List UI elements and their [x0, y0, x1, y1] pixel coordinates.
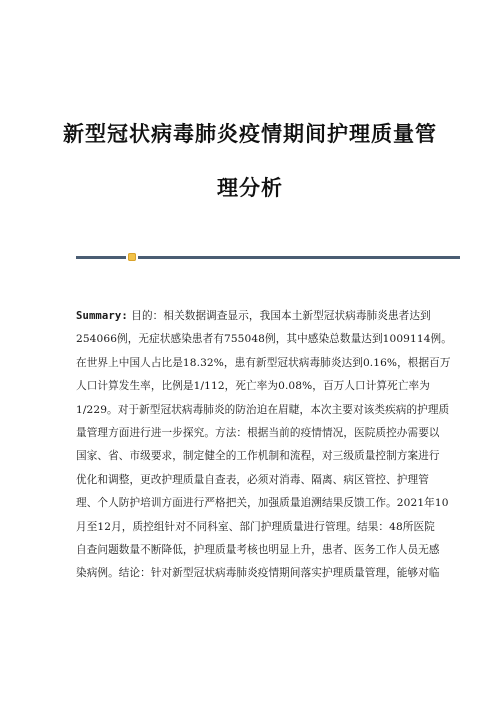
divider-bar-left	[76, 256, 126, 259]
summary-section	[76, 305, 466, 586]
summary-line: 量管理方面进行进一步探究。方法：根据当前的疫情情况，医院质控办需要以	[76, 426, 440, 439]
summary-line: 国家、省、市级要求，制定健全的工作机制和流程，对三级质量控制方案进行	[76, 450, 440, 463]
divider-ornament-icon	[128, 253, 136, 261]
title-divider	[76, 255, 460, 260]
document-title-line-1: 新型冠状病毒肺炎疫情期间护理质量管	[63, 121, 437, 146]
document-title-line-2: 理分析	[217, 175, 283, 200]
divider-bar-right	[138, 256, 460, 259]
summary-line: 月至12月，质控组针对不同科室、部门护理质量进行管理。结果：48所医院	[76, 520, 435, 533]
summary-line: 1/229。对于新型冠状病毒肺炎的防治迫在眉睫，本次主要对该类疾病的护理质	[76, 403, 450, 416]
summary-line: 自查问题数量不断降低，护理质量考核也明显上升，患者、医务工作人员无感	[76, 543, 440, 556]
summary-line: 254066例，无症状感染患者有755048例，其中感染总数量达到1009114例。	[76, 333, 452, 346]
summary-line: 在世界上中国人占比是18.32%，患有新型冠状病毒肺炎达到0.16%，根据百万	[76, 356, 451, 369]
summary-line: 优化和调整，更改护理质量自查表，必须对消毒、隔离、病区管控、护理管	[76, 473, 429, 486]
summary-line: 理、个人防护培训方面进行严格把关，加强质量追溯结果反馈工作。2021年10	[76, 497, 449, 510]
summary-line	[76, 305, 466, 328]
summary-line: 人口计算发生率，比例是1/112，死亡率为0.08%，百万人口计算死亡率为	[76, 380, 430, 393]
summary-line-text: 目的：相关数据调查显示，我国本土新型冠状病毒肺炎患者达到	[127, 310, 431, 322]
summary-line: 染病例。结论：针对新型冠状病毒肺炎疫情期间落实护理质量管理，能够对临	[76, 567, 440, 580]
summary-label: Summary:	[76, 310, 128, 322]
